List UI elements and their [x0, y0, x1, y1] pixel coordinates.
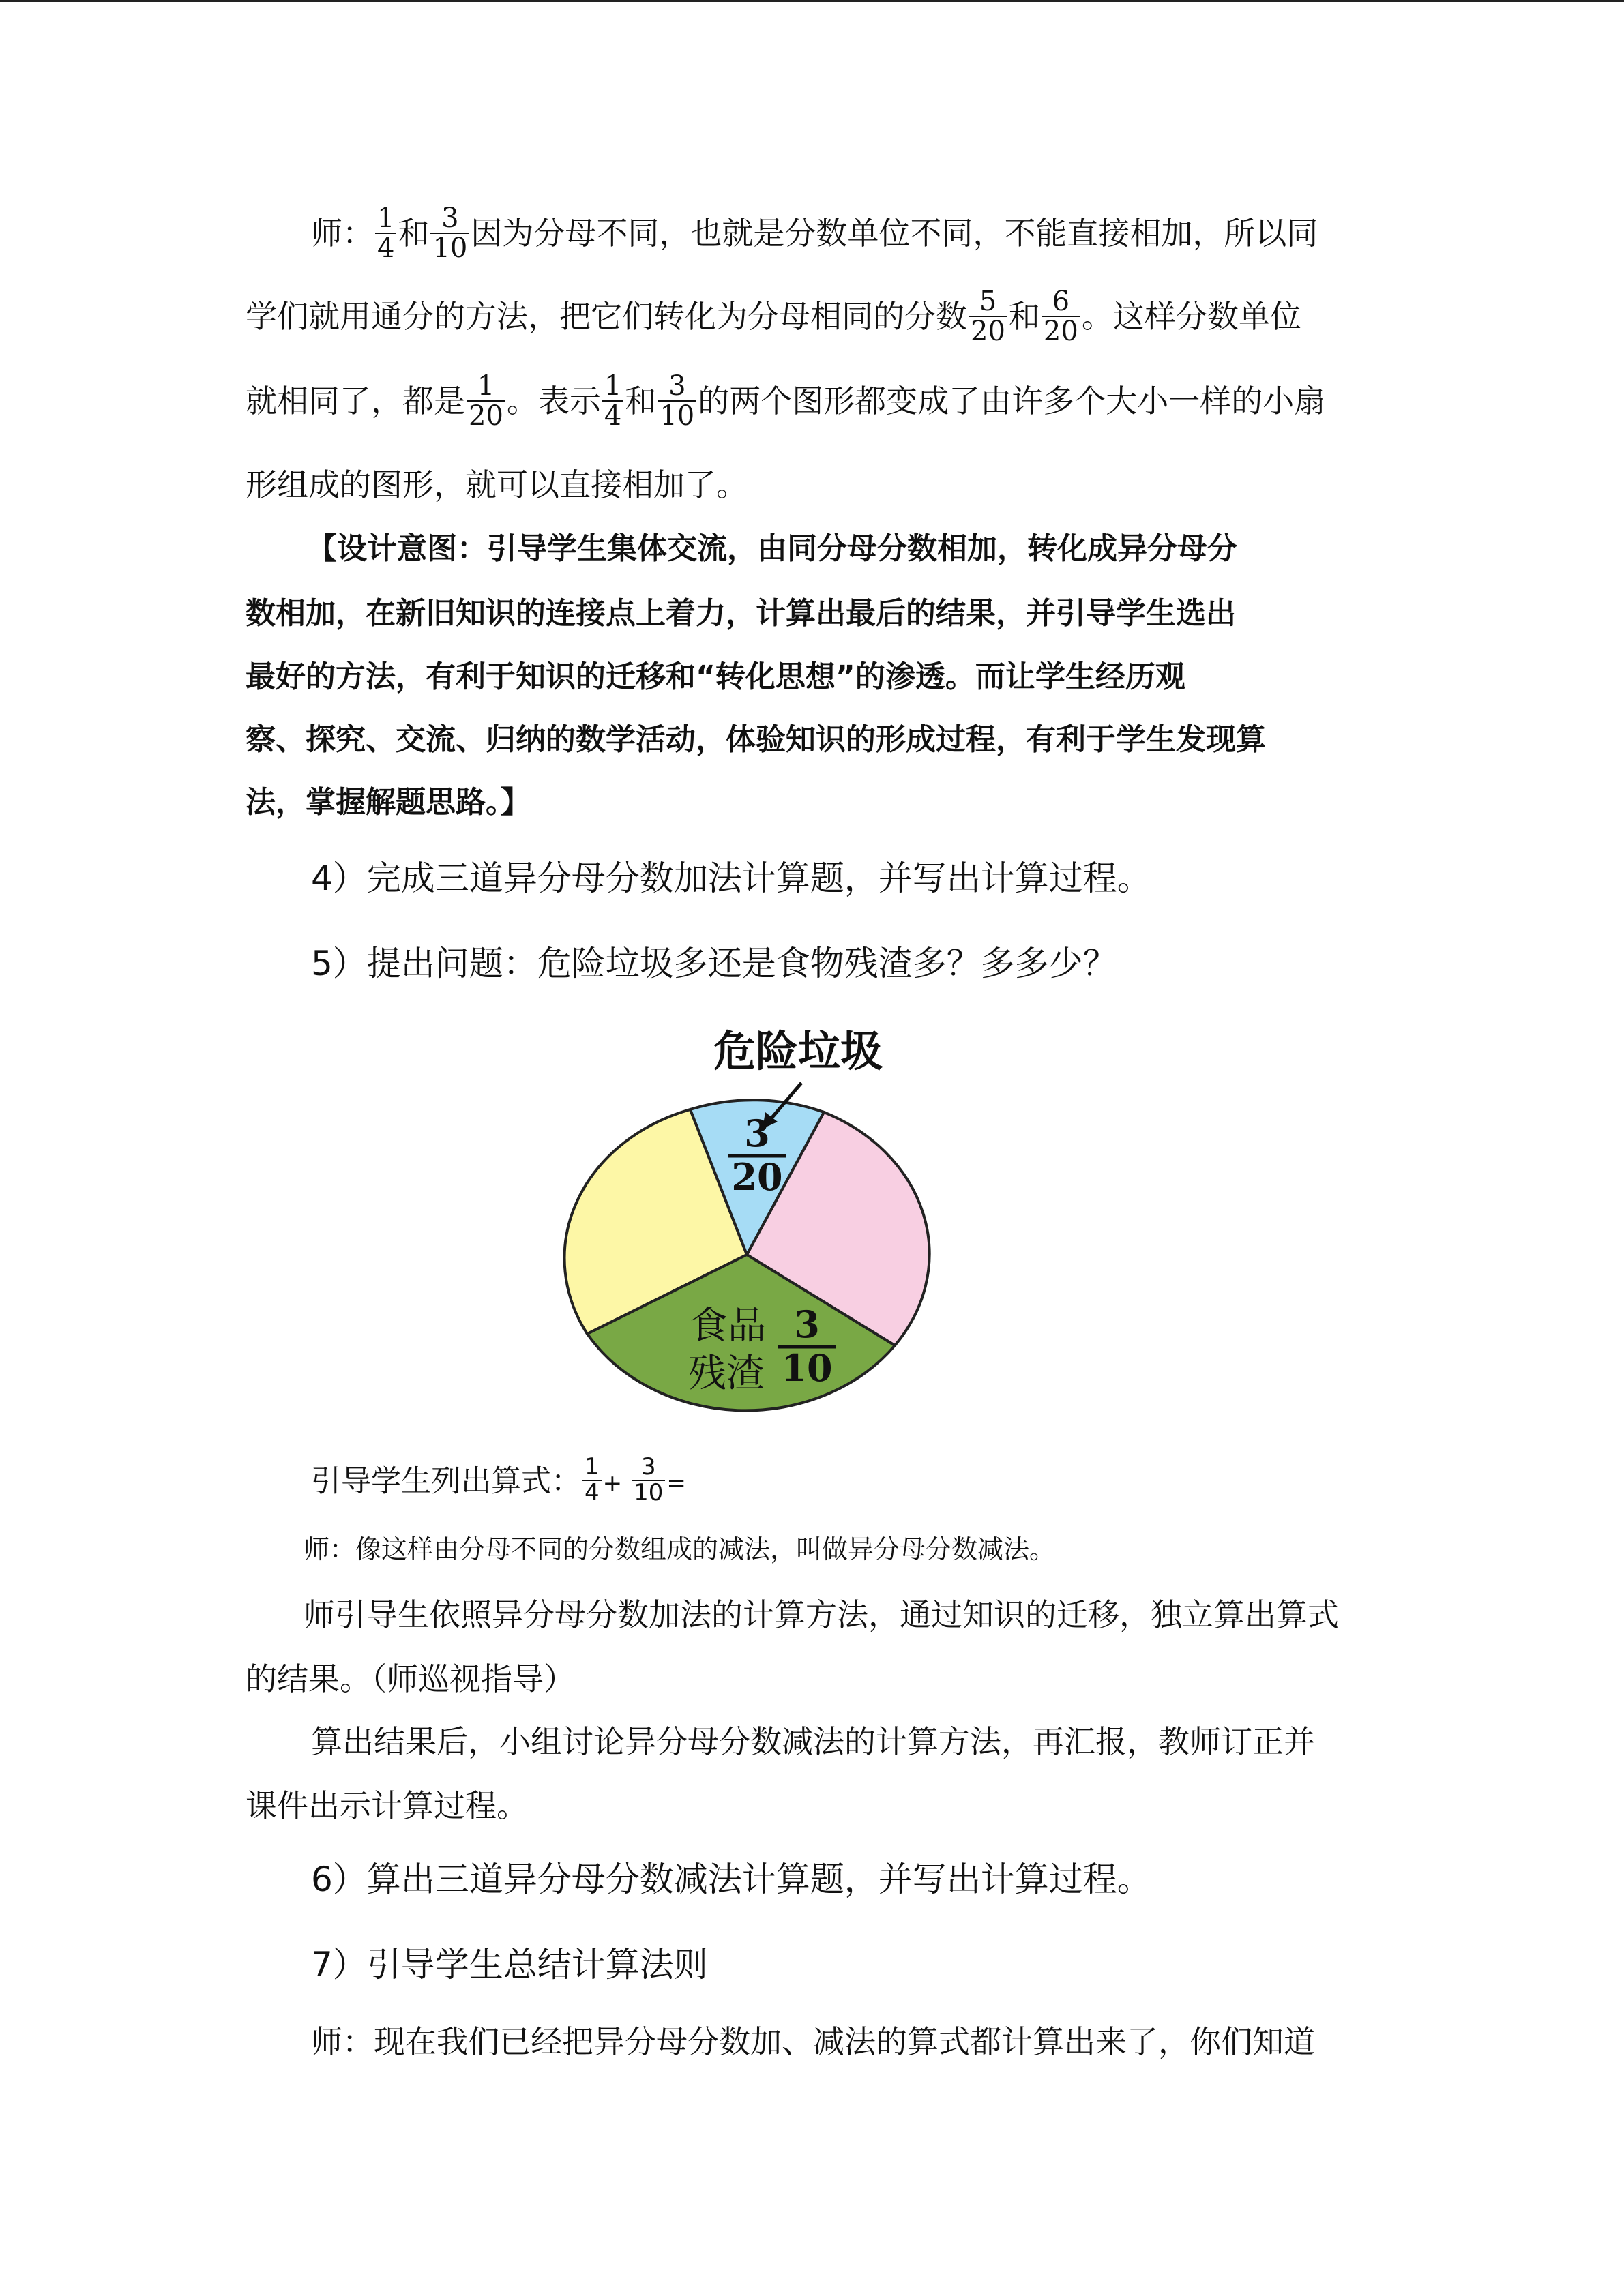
label-hazardous-waste: 危险垃圾 — [713, 1026, 883, 1076]
plus-sign: + — [602, 1470, 623, 1497]
design-intent-line: 【设计意图：引导学生集体交流，由同分母分数相加，转化成异分母分 — [307, 531, 1237, 566]
fraction: $\frac{1}{20}$ — [467, 372, 505, 430]
last-line: 师：现在我们已经把异分母分数加、减法的算式都计算出来了，你们知道 — [311, 2023, 1315, 2060]
after-line: 课件出示计算过程。 — [246, 1787, 528, 1824]
equals-sign: = — [666, 1470, 686, 1497]
text-run: 和 — [625, 383, 657, 419]
design-intent-line: 数相加，在新旧知识的连接点上着力，计算出最后的结果，并引导学生选出 — [246, 596, 1236, 631]
fraction: $\frac{6}{20}$ — [1042, 287, 1080, 346]
step-heading: 4）完成三道异分母分数加法计算题，并写出计算过程。 — [311, 859, 1151, 898]
fraction: $\frac{3}{10}$ — [430, 204, 469, 263]
fraction: $\frac{3}{10}$ — [632, 1455, 665, 1505]
text-run: 。这样分数单位 — [1081, 298, 1301, 335]
fraction: $\frac{1}{4}$ — [582, 1455, 602, 1505]
frac-bottom-num: 3 — [794, 1302, 820, 1346]
step-heading: 6）算出三道异分母分数减法计算题，并写出计算过程。 — [311, 1860, 1151, 1899]
teacher-line: 师：像这样由分母不同的分数组成的减法，叫做异分母分数减法。 — [304, 1534, 1056, 1564]
step-heading: 5）提出问题：危险垃圾多还是食物残渣多？多多少？ — [311, 944, 1117, 983]
text-run: 和 — [1008, 298, 1040, 335]
fraction: $\frac{1}{4}$ — [602, 372, 623, 430]
paragraph-line — [246, 286, 1301, 348]
expression-line — [311, 1453, 686, 1508]
text-run: 。表示 — [506, 383, 601, 419]
paragraph-line — [311, 203, 1318, 265]
text-run: 就相同了，都是 — [246, 383, 465, 419]
text-run: 师： — [311, 215, 374, 252]
text-run: 引导学生列出算式： — [311, 1463, 581, 1499]
design-intent-line: 察、探究、交流、归纳的数学活动，体验知识的形成过程，有利于学生发现算 — [246, 722, 1266, 757]
paragraph-line: 形组成的图形，就可以直接相加了。 — [246, 466, 748, 503]
step-heading: 7）引导学生总结计算法则 — [311, 1945, 708, 1984]
text-run: 的两个图形都变成了由许多个大小一样的小扇 — [698, 383, 1326, 419]
label-food-residue-2: 残渣 — [688, 1352, 765, 1396]
after-line: 算出结果后，小组讨论异分母分数减法的计算方法，再汇报，教师订正并 — [311, 1723, 1315, 1760]
text-run: 和 — [398, 215, 430, 252]
pie-figure — [532, 1018, 955, 1420]
fraction: $\frac{5}{20}$ — [969, 287, 1007, 346]
text-run: 学们就用通分的方法，把它们转化为分母相同的分数 — [246, 298, 967, 335]
design-intent-line: 法，掌握解题思路。】 — [246, 785, 531, 820]
design-intent-line: 最好的方法，有利于知识的迁移和“转化思想”的渗透。而让学生经历观 — [246, 659, 1185, 694]
fraction: $\frac{3}{10}$ — [658, 372, 696, 430]
text-run: 因为分母不同，也就是分数单位不同，不能直接相加，所以同 — [471, 215, 1318, 252]
frac-top-den: 20 — [731, 1155, 783, 1199]
frac-top-num: 3 — [744, 1112, 770, 1155]
guide-line: 师引导生依照异分母分数加法的计算方法，通过知识的迁移，独立算出算式 — [304, 1596, 1339, 1633]
fraction: $\frac{1}{4}$ — [375, 204, 396, 263]
paragraph-line — [246, 370, 1326, 433]
frac-bottom-den: 10 — [781, 1346, 833, 1390]
pie-chart-graphic — [532, 1018, 955, 1420]
guide-line: 的结果。（师巡视指导） — [246, 1660, 575, 1697]
label-food-residue-1: 食品 — [690, 1304, 766, 1348]
